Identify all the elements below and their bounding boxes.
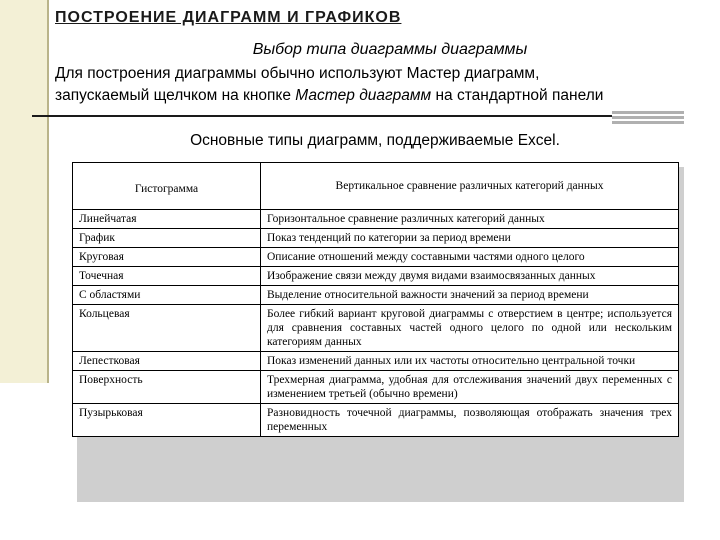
desc-cell: Разновидность точечной диаграммы, позволяющая отображать значения трех переменных [261,404,679,437]
table-caption: Основные типы диаграмм, поддерживаемые Excel. [190,132,560,149]
table-row [73,286,679,305]
chart-types-table [72,162,679,437]
desc-cell: Показ изменений данных или их частоты относительно центральной точки [261,352,679,371]
type-cell: График [73,229,261,248]
intro-line-2-start: запускаемый щелчком на кнопке [55,87,296,104]
type-cell: Кольцевая [73,305,261,352]
striped-divider [612,110,684,124]
type-cell: Точечная [73,267,261,286]
desc-cell: Более гибкий вариант круговой диаграммы с отверстием в центре; используется для сравнения составных частей одного целого по одной или нескольким категориям данных [261,305,679,352]
desc-cell: Показ тенденций по категории за период времени [261,229,679,248]
table-row [73,352,679,371]
desc-cell: Описание отношений между составными частями одного целого [261,248,679,267]
table-row [73,267,679,286]
table-row [73,371,679,404]
page-title: ПОСТРОЕНИЕ ДИАГРАММ И ГРАФИКОВ [55,9,402,26]
intro-line-1: Для построения диаграммы обычно используют Мастер диаграмм, [55,65,540,82]
type-cell: Поверхность [73,371,261,404]
subtitle: Выбор типа диаграммы диаграммы [252,41,528,58]
desc-cell: Вертикальное сравнение различных категорий данных [261,163,679,210]
table-row [73,229,679,248]
table-row [73,248,679,267]
type-cell: С областями [73,286,261,305]
horizontal-rule [32,115,612,117]
intro-wizard-name: Мастер диаграмм [295,87,432,104]
type-cell: Линейчатая [73,210,261,229]
table-row [73,163,679,210]
table-row [73,305,679,352]
table-row [73,210,679,229]
desc-cell: Изображение связи между двумя видами взаимосвязанных данных [261,267,679,286]
type-cell: Гистограмма [73,163,261,210]
desc-cell: Трехмерная диаграмма, удобная для отслеживания значений двух переменных с изменением третьей (обычно времени) [261,371,679,404]
type-cell: Лепестковая [73,352,261,371]
desc-cell: Выделение относительной важности значений за период времени [261,286,679,305]
type-cell: Пузырьковая [73,404,261,437]
desc-cell: Горизонтальное сравнение различных категорий данных [261,210,679,229]
table-row [73,404,679,437]
type-cell: Круговая [73,248,261,267]
intro-paragraph [55,63,715,107]
intro-line-2-end: на стандартной панели [431,87,604,104]
